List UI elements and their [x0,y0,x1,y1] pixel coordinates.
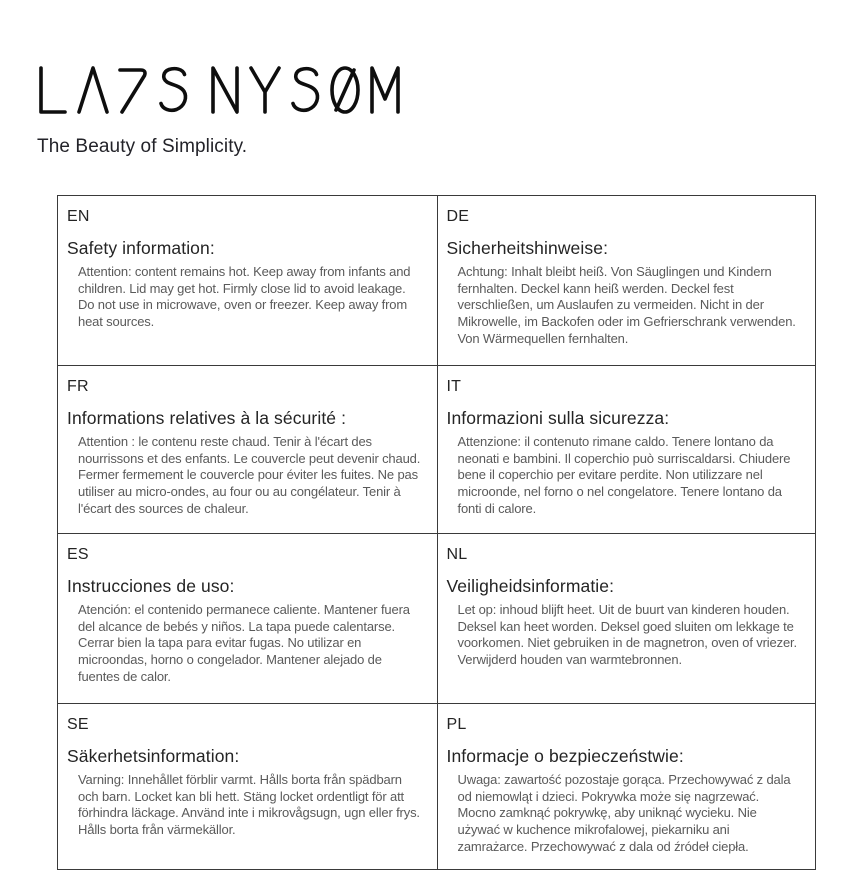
section-body-fr: Attention : le contenu reste chaud. Tenir à l'écart des nourrissons et des enfants. Le couvercle peut devenir chaud. Fermer fermement le couvercle pour éviter les fuites. Ne pas utiliser au micro-ondes, au four ou au congélateur. Tenir à l'écart des sources de chaleur. [78,434,421,516]
section-heading-fr: Informations relatives à la sécurité : [67,408,347,429]
brand-tagline: The Beauty of Simplicity. [37,136,248,157]
section-body-es: Atención: el contenido permanece caliente. Mantener fuera del alcance de bebés y niños. La tapa puede calentarse. Cerrar bien la tapa para evitar fugas. No utilizar en microondas, horno o congelador. Mantener alejado de fuentes de calor. [78,602,410,684]
language-code-pl: PL [446,716,467,733]
table-cell-se [58,703,437,869]
table-cell-en [58,196,437,365]
section-body-nl: Let op: inhoud blijft heet. Uit de buurt van kinderen houden. Deksel kan heet worden. Deksel goed sluiten om lekkage te voorkomen. Niet gebruiken in de magnetron, oven of vriezer. Verwijderd houden van warmtebronnen. [457,602,797,667]
section-body-pl: Uwaga: zawartość pozostaje gorąca. Przechowywać z dala od niemowląt i dzieci. Pokrywka może się nagrzewać. Mocno zamknąć pokrywkę, aby uniknąć wycieku. Nie używać w kuchence mikrofalowej, piekarniku ani zamrażarce. Przechowywać z dala od źródeł ciepła. [457,772,791,854]
table-cell-nl [437,533,816,703]
brand-logo [37,66,401,114]
section-heading-it: Informazioni sulla sicurezza: [446,408,670,429]
table-cell-fr [58,365,437,533]
section-heading-de: Sicherheitshinweise: [446,238,609,259]
language-code-nl: NL [446,546,468,563]
section-heading-pl: Informacje o bezpieczeństwie: [446,746,684,767]
table-cell-pl [437,703,816,869]
language-code-en: EN [67,208,90,225]
safety-table [57,195,816,870]
section-body-se: Varning: Innehållet förblir varmt. Hålls borta från spädbarn och barn. Locket kan bli hett. Stäng locket ordentligt för att förhindra läckage. Använd inte i mikrovågsugn, ugn eller frys. Hålls borta från värmekällor. [78,772,420,837]
language-code-se: SE [67,716,89,733]
section-body-de: Achtung: Inhalt bleibt heiß. Von Säuglingen und Kindern fernhalten. Deckel kann heiß werden. Deckel fest verschließen, um Auslaufen zu vermeiden. Nicht in der Mikrowelle, im Backofen oder im Gefrierschrank verwenden. Von Wärmequellen fernhalten. [457,264,796,346]
section-heading-se: Säkerhetsinformation: [67,746,240,767]
section-body-it: Attenzione: il contenuto rimane caldo. Tenere lontano da neonati e bambini. Il coperchio può surriscaldarsi. Chiudere bene il coperchio per evitare perdite. Non utilizzare nel microonde, nel forno o nel congelatore. Tenere lontano da fonti di calore. [457,434,791,516]
section-heading-es: Instrucciones de uso: [67,576,235,597]
table-cell-es [58,533,437,703]
language-code-de: DE [446,208,470,225]
language-code-it: IT [446,378,462,395]
table-cell-it [437,365,816,533]
section-body-en: Attention: content remains hot. Keep away from infants and children. Lid may get hot. Firmly close lid to avoid leakage. Do not use in microwave, oven or freezer. Keep away from heat sources. [78,264,411,329]
section-heading-nl: Veiligheidsinformatie: [446,576,615,597]
language-code-fr: FR [67,378,89,395]
language-code-es: ES [67,546,89,563]
table-cell-de [437,196,816,365]
section-heading-en: Safety information: [67,238,215,259]
lars-nysom-wordmark-icon [37,66,401,114]
